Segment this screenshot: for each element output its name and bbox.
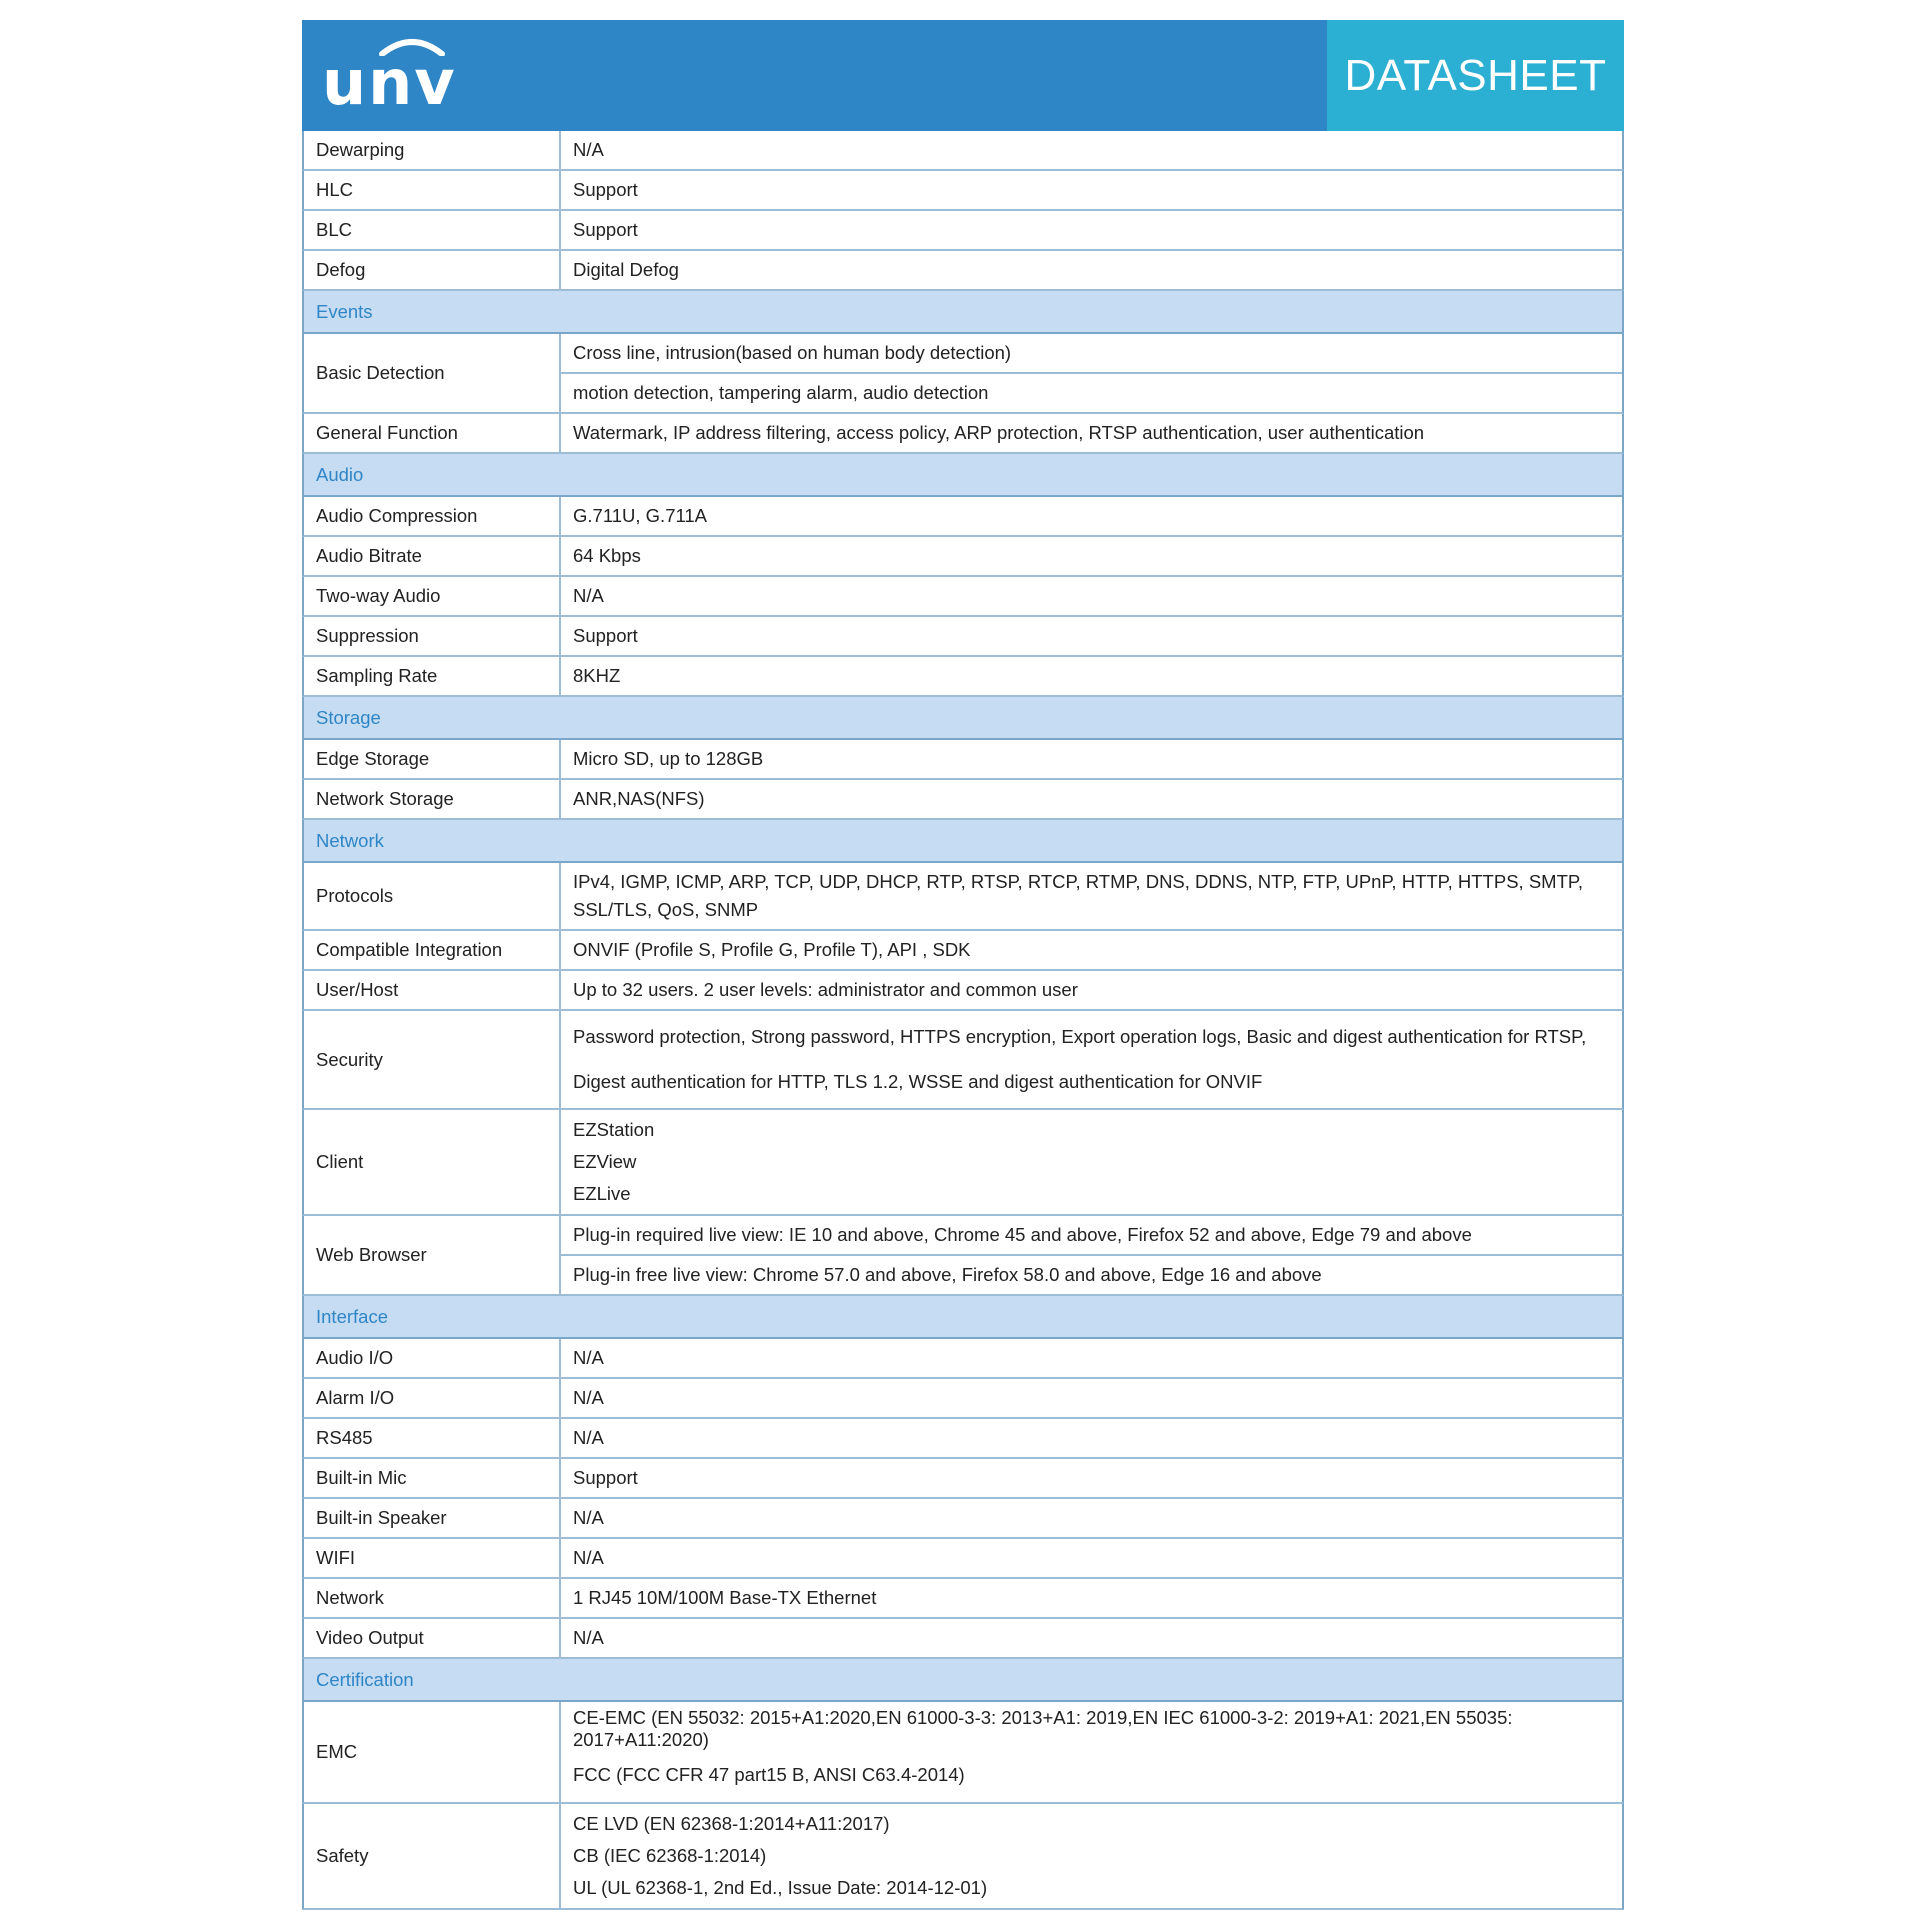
spec-label: Two-way Audio (304, 577, 561, 615)
spec-label: Edge Storage (304, 740, 561, 778)
spec-label: Client (304, 1110, 561, 1214)
spec-label: Network (304, 1579, 561, 1617)
spec-value-line: Plug-in required live view: IE 10 and above, Chrome 45 and above, Firefox 52 and above, Edge 79 and above (573, 1224, 1472, 1245)
spec-value-line: Up to 32 users. 2 user levels: administrator and common user (573, 979, 1078, 1000)
spec-label: Dewarping (304, 131, 561, 169)
spec-label: Audio Bitrate (304, 537, 561, 575)
spec-label: General Function (304, 414, 561, 452)
spec-label: Security (304, 1011, 561, 1108)
spec-value-line: N/A (573, 1507, 604, 1528)
spec-row (302, 1419, 1624, 1459)
spec-row (302, 657, 1624, 697)
spec-label: Video Output (304, 1619, 561, 1657)
spec-value-line: Support (573, 219, 638, 240)
spec-value (561, 971, 1622, 1009)
spec-value (561, 171, 1622, 209)
spec-row (302, 740, 1624, 780)
spec-row (302, 497, 1624, 537)
section-header: Audio (302, 454, 1624, 497)
spec-value (561, 251, 1622, 289)
spec-value-line: 8KHZ (573, 665, 621, 686)
logo-arc-icon (377, 34, 447, 56)
spec-value (561, 1539, 1622, 1577)
spec-label: Sampling Rate (304, 657, 561, 695)
spec-value-line: CB (IEC 62368-1:2014) (573, 1845, 767, 1866)
spec-value (561, 1804, 1622, 1908)
spec-value-line: EZStation (573, 1119, 655, 1140)
datasheet-title: DATASHEET (1344, 50, 1607, 100)
spec-value-line: Support (573, 625, 638, 646)
spec-label: Protocols (304, 863, 561, 929)
spec-value-line: N/A (573, 1547, 604, 1568)
spec-value-line: IPv4, IGMP, ICMP, ARP, TCP, UDP, DHCP, RTP, RTSP, RTCP, RTMP, DNS, DDNS, NTP, FTP, UPnP, HTTP, HTTPS, SMTP, SSL/TLS, QoS, SNMP (573, 871, 1583, 920)
unv-logo (322, 40, 457, 119)
spec-value-line: Digital Defog (573, 259, 679, 280)
section-header: Storage (302, 697, 1624, 740)
spec-row (302, 863, 1624, 931)
spec-value (561, 1499, 1622, 1537)
spec-label: HLC (304, 171, 561, 209)
spec-value (561, 334, 1622, 412)
spec-row (302, 1539, 1624, 1579)
spec-value-line: G.711U, G.711A (573, 505, 708, 526)
spec-label: Compatible Integration (304, 931, 561, 969)
spec-label: Safety (304, 1804, 561, 1908)
spec-label: Basic Detection (304, 334, 561, 412)
datasheet-header (302, 20, 1624, 131)
spec-label: Audio I/O (304, 1339, 561, 1377)
spec-label: Defog (304, 251, 561, 289)
spec-label: Web Browser (304, 1216, 561, 1294)
spec-label: Audio Compression (304, 497, 561, 535)
spec-value-line: CE-EMC (EN 55032: 2015+A1:2020,EN 61000-3-3: 2013+A1: 2019,EN IEC 61000-3-2: 2019+A1: 2021,EN 55035: 2017+A11:2020) (573, 1707, 1513, 1750)
spec-value-line: Support (573, 179, 638, 200)
section-header: Network (302, 820, 1624, 863)
spec-row (302, 171, 1624, 211)
spec-value (561, 1379, 1622, 1417)
spec-value (561, 1339, 1622, 1377)
datasheet-page (302, 20, 1624, 1912)
spec-row (302, 1459, 1624, 1499)
spec-value-line: N/A (573, 1387, 604, 1408)
spec-row (302, 1619, 1624, 1659)
spec-value (561, 414, 1622, 452)
logo-text: unv (322, 46, 457, 119)
spec-row (302, 211, 1624, 251)
spec-table (302, 131, 1624, 1910)
section-header: Interface (302, 1296, 1624, 1339)
spec-value (561, 577, 1622, 615)
spec-label: Suppression (304, 617, 561, 655)
spec-value (561, 1216, 1622, 1294)
spec-value (561, 1110, 1622, 1214)
spec-row (302, 1339, 1624, 1379)
spec-value-line: Micro SD, up to 128GB (573, 748, 764, 769)
spec-value-line: motion detection, tampering alarm, audio detection (561, 372, 1622, 412)
spec-row (302, 537, 1624, 577)
spec-value (561, 780, 1622, 818)
spec-label: RS485 (304, 1419, 561, 1457)
spec-value-line: N/A (573, 1347, 604, 1368)
spec-row (302, 577, 1624, 617)
spec-row (302, 1110, 1624, 1216)
spec-value-line: 64 Kbps (573, 545, 641, 566)
spec-value (561, 537, 1622, 575)
spec-label: WIFI (304, 1539, 561, 1577)
spec-value-line: N/A (573, 1427, 604, 1448)
spec-row (302, 617, 1624, 657)
spec-value (561, 1011, 1622, 1108)
spec-value (561, 657, 1622, 695)
spec-row (302, 931, 1624, 971)
spec-value-line: Support (573, 1467, 638, 1488)
spec-value-line: N/A (573, 585, 604, 606)
spec-label: Network Storage (304, 780, 561, 818)
spec-row (302, 334, 1624, 414)
spec-label: EMC (304, 1702, 561, 1802)
spec-row (302, 1216, 1624, 1296)
spec-row (302, 971, 1624, 1011)
spec-value (561, 211, 1622, 249)
spec-value-line: FCC (FCC CFR 47 part15 B, ANSI C63.4-2014) (573, 1764, 965, 1785)
spec-value-line: ANR,NAS(NFS) (573, 788, 705, 809)
spec-row (302, 780, 1624, 820)
spec-row (302, 131, 1624, 171)
section-header: Events (302, 291, 1624, 334)
spec-value-line: Digest authentication for HTTP, TLS 1.2, WSSE and digest authentication for ONVIF (573, 1070, 1263, 1092)
spec-value (561, 497, 1622, 535)
spec-value (561, 931, 1622, 969)
spec-value (561, 1702, 1622, 1802)
datasheet-badge (1327, 20, 1624, 131)
spec-value-line: Watermark, IP address filtering, access policy, ARP protection, RTSP authentication, user authentication (573, 422, 1425, 443)
spec-row (302, 1804, 1624, 1910)
spec-row (302, 251, 1624, 291)
spec-value (561, 617, 1622, 655)
spec-value (561, 1419, 1622, 1457)
spec-value-line: ONVIF (Profile S, Profile G, Profile T), API , SDK (573, 939, 971, 960)
spec-row (302, 1499, 1624, 1539)
spec-label: BLC (304, 211, 561, 249)
spec-value-line: N/A (573, 1627, 604, 1648)
spec-row (302, 1702, 1624, 1804)
spec-row (302, 1579, 1624, 1619)
spec-value-line: Cross line, intrusion(based on human body detection) (573, 342, 1012, 363)
spec-label: Built-in Mic (304, 1459, 561, 1497)
spec-row (302, 1379, 1624, 1419)
spec-value-line: Password protection, Strong password, HTTPS encryption, Export operation logs, Basic and digest authentication for RTSP, (573, 1026, 1587, 1048)
spec-value (561, 1459, 1622, 1497)
spec-value-line: N/A (573, 139, 604, 160)
spec-value (561, 863, 1622, 929)
spec-value (561, 740, 1622, 778)
spec-label: Built-in Speaker (304, 1499, 561, 1537)
spec-value (561, 1579, 1622, 1617)
spec-value (561, 1619, 1622, 1657)
spec-row (302, 414, 1624, 454)
spec-value-line: EZView (573, 1151, 637, 1172)
spec-value (561, 131, 1622, 169)
spec-value-line: CE LVD (EN 62368-1:2014+A11:2017) (573, 1813, 890, 1834)
spec-value-line: Plug-in free live view: Chrome 57.0 and above, Firefox 58.0 and above, Edge 16 and above (561, 1254, 1622, 1294)
spec-value-line: 1 RJ45 10M/100M Base-TX Ethernet (573, 1587, 877, 1608)
section-header: Certification (302, 1659, 1624, 1702)
spec-row (302, 1011, 1624, 1110)
spec-label: User/Host (304, 971, 561, 1009)
spec-value-line: EZLive (573, 1183, 631, 1204)
spec-value-line: UL (UL 62368-1, 2nd Ed., Issue Date: 2014-12-01) (573, 1877, 988, 1898)
spec-label: Alarm I/O (304, 1379, 561, 1417)
